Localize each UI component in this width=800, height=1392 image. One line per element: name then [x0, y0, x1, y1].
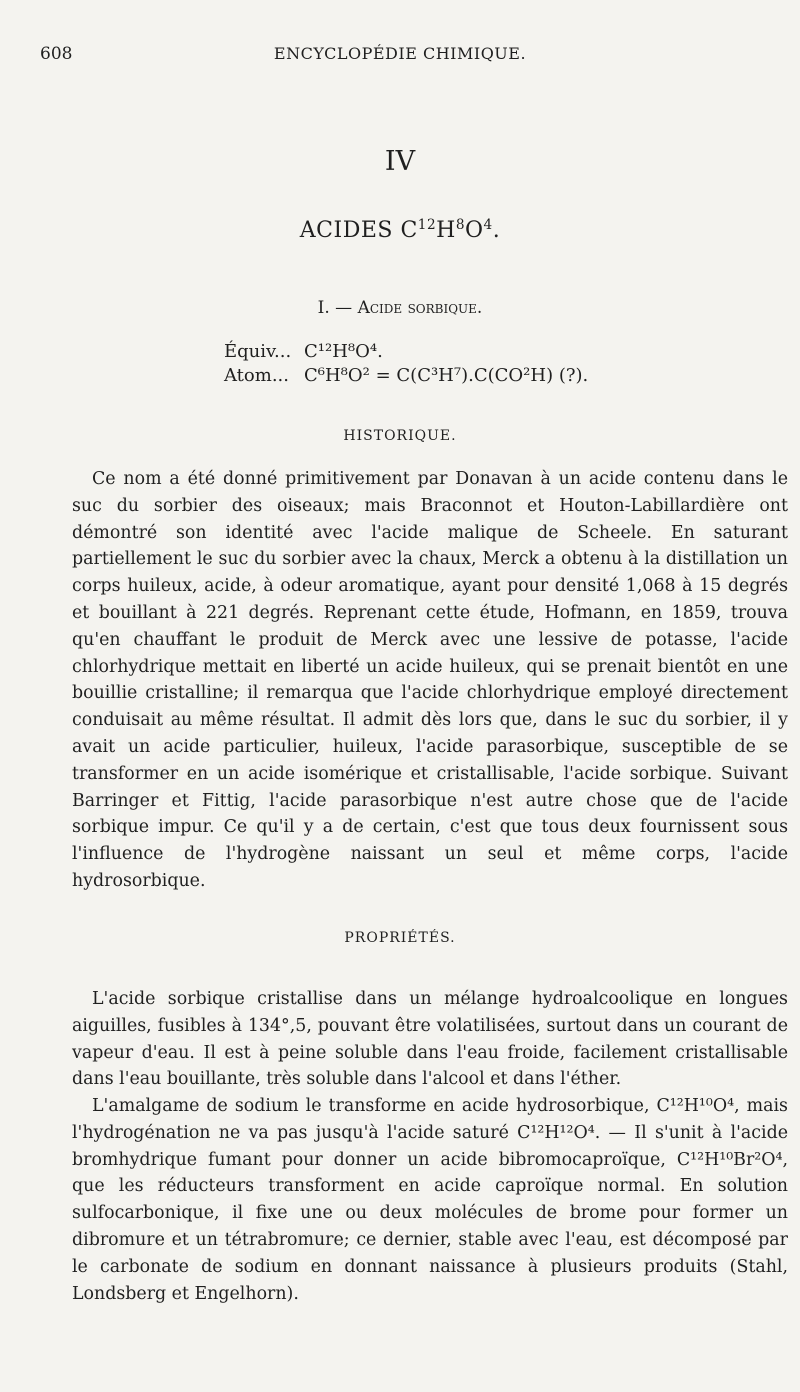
section-title — [0, 218, 800, 243]
running-title: ENCYCLOPÉDIE CHIMIQUE. — [273, 44, 527, 63]
equiv-label: Équiv... — [224, 341, 292, 362]
section-title-oxygen: O — [465, 218, 484, 243]
section-title-sup-carbon: 12 — [417, 216, 437, 233]
section-title-prefix: ACIDES C — [299, 218, 418, 243]
heading-historique: HISTORIQUE. — [343, 428, 457, 444]
atom-value: C⁶H⁸O² = C(C³H⁷).C(CO²H) (?). — [304, 365, 589, 386]
equiv-formula-row — [224, 340, 588, 364]
section-title-sup-oxygen: 4 — [483, 216, 493, 233]
subsection-title: I. — Acide sorbique. — [317, 298, 483, 318]
heading-proprietes: PROPRIÉTÉS. — [344, 930, 456, 946]
section-title-suffix: . — [492, 218, 501, 243]
atom-formula-row — [224, 364, 588, 388]
chapter-number: IV — [384, 146, 416, 177]
section-title-hydrogen: H — [436, 218, 456, 243]
equiv-value: C¹²H⁸O⁴. — [304, 341, 383, 362]
page-number: 608 — [40, 44, 73, 64]
paragraph-historique: Ce nom a été donné primitivement par Donavan à un acide contenu dans le suc du sorbier des oiseaux; mais Braconnot et Houton-Labillardière ont démontré son identité avec l'acide malique de Scheele. En saturant partiellement le suc du sorbier avec la chaux, Merck a obtenu à la distillation un corps huileux, acide, à odeur aromatique, ayant pour densité 1,068 à 15 degrés et bouillant à 221 degrés. Reprenant cette étude, Hofmann, en 1859, trouva qu'en chauffant le produit de Merck avec une lessive de potasse, l'acide chlorhydrique mettait en liberté un acide huileux, qui se prenait bientôt en une bouillie cristalline; il remarqua que l'acide chlorhydrique employé directement conduisait au même résultat. Il admit dès lors que, dans le suc du sorbier, il y avait un acide particulier, huileux, l'acide parasorbique, susceptible de se transformer en un acide isomérique et cristallisable, l'acide sorbique. Suivant Barringer et Fittig, l'acide parasorbique n'est autre chose que de l'acide sorbique impur. Ce qu'il y a de certain, c'est que tous deux fournissent sous l'influence de l'hydrogène naissant un seul et même corps, l'acide hydrosorbique. — [72, 469, 788, 891]
paragraph-proprietes-1: L'acide sorbique cristallise dans un mélange hydroalcoolique en longues aiguilles, fusibles à 134°,5, pouvant être volatilisées, surtout dans un courant de vapeur d'eau. Il est à peine soluble dans l'eau froide, facilement cristallisable dans l'eau bouillante, très soluble dans l'alcool et dans l'éther. — [72, 989, 788, 1090]
formula-block — [224, 340, 588, 388]
paragraph-proprietes-2: L'amalgame de sodium le transforme en acide hydrosorbique, C¹²H¹⁰O⁴, mais l'hydrogénation ne va pas jusqu'à l'acide saturé C¹²H¹²O⁴. — Il s'unit à l'acide bromhydrique fumant pour donner un acide bibromocaproïque, C¹²H¹⁰Br²O⁴, que les réducteurs transforment en acide caproïque normal. En solution sulfocarbonique, il fixe une ou deux molécules de brome pour former un dibromure et un tétrabromure; ce dernier, stable avec l'eau, est décomposé par le carbonate de sodium en donnant naissance à plusieurs produits (Stahl, Londsberg et Engelhorn). — [72, 1096, 788, 1304]
atom-label: Atom... — [224, 365, 289, 386]
running-header — [40, 44, 760, 68]
section-title-sup-hydrogen: 8 — [455, 216, 465, 233]
